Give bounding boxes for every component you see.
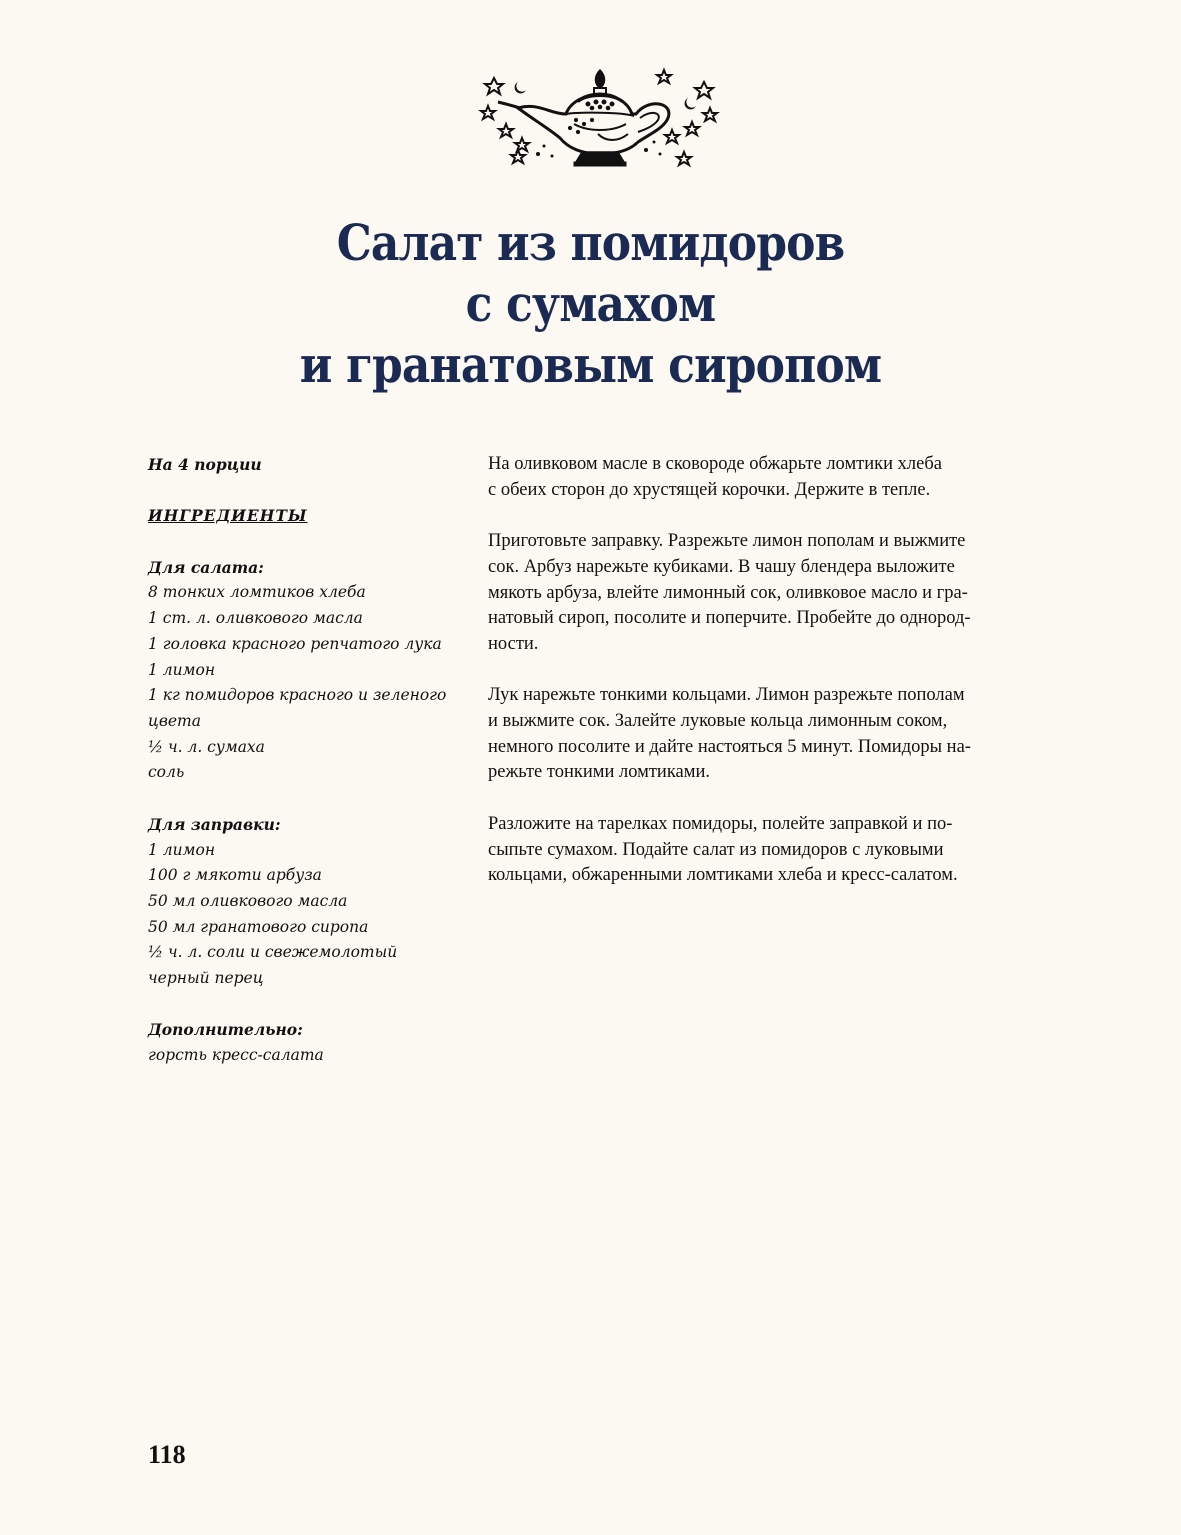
instructions-column (488, 452, 1058, 915)
recipe-title (71, 212, 1110, 395)
dressing-heading: Для заправки: (148, 814, 281, 834)
magic-lamp-with-stars-icon (478, 62, 722, 174)
ingredient-item: ½ ч. л. сумаха (148, 737, 265, 756)
ingredients-heading: ИНГРЕДИЕНТЫ (148, 506, 308, 526)
step-paragraph (488, 683, 1058, 786)
step-line: натовый сироп, посолите и поперчите. Пробейте до однород- (488, 608, 971, 629)
ingredient-item: черный перец (148, 969, 264, 988)
step-line: Разложите на тарелках помидоры, полейте заправкой и по- (488, 813, 953, 834)
step-line: сок. Арбуз нарежьте кубиками. В чашу блендера выложите (488, 556, 955, 577)
step-paragraph (488, 812, 1058, 889)
step-line: сыпьте сумахом. Подайте салат из помидоров с луковыми (488, 839, 944, 860)
step-line: немного посолите и дайте настояться 5 минут. Помидоры на- (488, 736, 971, 757)
ingredient-item: соль (148, 763, 185, 782)
ingredient-item: 100 г мякоти арбуза (148, 866, 322, 885)
ingredient-item: цвета (148, 712, 201, 730)
step-line: ности. (488, 633, 539, 654)
step-line: и выжмите сок. Залейте луковые кольца лимонным соком, (488, 711, 948, 731)
ingredient-item: 1 кг помидоров красного и зеленого (148, 686, 447, 705)
step-paragraph (488, 452, 1058, 503)
servings: На 4 порции (148, 455, 262, 474)
title-line: Салат из помидоров (336, 213, 845, 272)
page-number: 118 (148, 1440, 186, 1469)
step-line: Приготовьте заправку. Разрежьте лимон пополам и выжмите (488, 531, 966, 552)
ingredient-item: 50 мл гранатового сиропа (148, 917, 369, 936)
salad-heading: Для салата: (148, 557, 264, 577)
title-line: с сумахом (465, 274, 716, 333)
extra-heading: Дополнительно: (148, 1020, 303, 1040)
ingredient-item: 1 лимон (148, 660, 216, 679)
step-line: режьте тонкими ломтиками. (488, 762, 710, 783)
ingredient-item: 50 мл оливкового масла (148, 891, 348, 910)
step-line: с обеих сторон до хрустящей корочки. Держите в тепле. (488, 479, 931, 500)
step-paragraph (488, 529, 1058, 658)
ingredient-item: 1 ст. л. оливкового масла (148, 609, 363, 628)
step-line: кольцами, обжаренными ломтиками хлеба и кресс-салатом. (488, 865, 958, 886)
step-line: Лук нарежьте тонкими кольцами. Лимон разрежьте пополам (488, 685, 965, 706)
ingredient-item: горсть кресс-салата (148, 1046, 324, 1065)
title-line: и гранатовым сиропом (299, 335, 882, 394)
ingredient-item: 1 лимон (148, 840, 216, 859)
step-line: На оливковом масле в сковороде обжарьте ломтики хлеба (488, 454, 942, 474)
ingredients-column (148, 452, 468, 1069)
ingredient-item: ½ ч. л. соли и свежемолотый (148, 943, 398, 962)
ingredient-item: 8 тонких ломтиков хлеба (148, 583, 366, 602)
step-line: мякоть арбуза, влейте лимонный сок, оливковое масло и гра- (488, 582, 968, 603)
ingredient-item: 1 головка красного репчатого лука (148, 634, 442, 653)
